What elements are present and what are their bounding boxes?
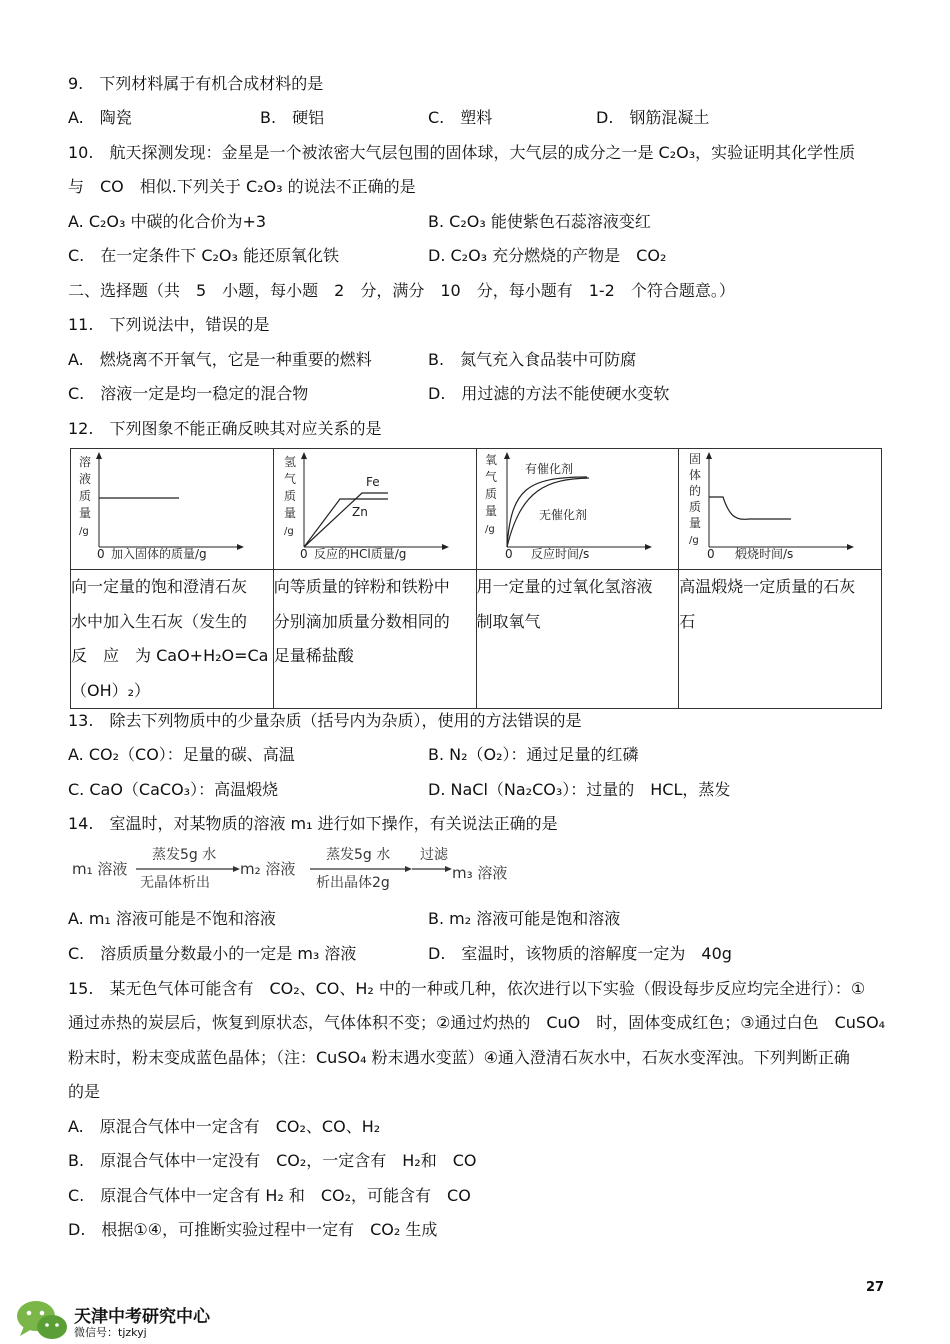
graph-2 xyxy=(274,449,476,565)
q14-process-diagram xyxy=(70,842,530,894)
q15-option-d: D. 根据①④，可推断实验过程中一定有 CO₂ 生成 xyxy=(68,1220,438,1239)
g4-x-arrow xyxy=(847,544,854,550)
g1-desc-line: 向一定量的饱和澄清石灰 xyxy=(71,577,248,596)
q9-stem: 9. 下列材料属于有机合成材料的是 xyxy=(68,74,324,93)
diagram-arrowhead-2 xyxy=(405,866,412,872)
g2-origin: 0 xyxy=(299,547,308,561)
graph-1 xyxy=(71,449,273,565)
g3-xlabel: 反应时间/s xyxy=(530,547,589,561)
q15-option-b: B. 原混合气体中一定没有 CO₂，一定含有 H₂和 CO xyxy=(68,1151,477,1170)
g3-ylabel-4: /g xyxy=(484,524,495,535)
g2-desc-line: 分别滴加质量分数相同的 xyxy=(273,611,450,631)
g1-ylabel-4: /g xyxy=(79,526,89,537)
wechat-logo-icon xyxy=(14,1298,70,1342)
g4-ylabel-0: 固 xyxy=(689,452,702,466)
diagram-step2-top: 蒸发5g 水 xyxy=(326,847,391,863)
g2-ylabel-3: 量 xyxy=(283,506,296,520)
g2-x-arrow xyxy=(442,544,449,550)
diagram-m3: m₃ 溶液 xyxy=(452,864,508,882)
graph-3-cell xyxy=(476,449,679,570)
g1-xlabel: 加入固体的质量/g xyxy=(111,547,207,561)
graph-2-cell xyxy=(273,449,476,570)
q15-option-a: A. 原混合气体中一定含有 CO₂、CO、H₂ xyxy=(68,1117,381,1136)
q11-option-d: D. 用过滤的方法不能使硬水变软 xyxy=(428,384,670,403)
g1-ylabel-1: 液 xyxy=(79,472,92,486)
diagram-m2: m₂ 溶液 xyxy=(240,860,296,878)
q10-option-a: A. C₂O₃ 中碳的化合价为+3 xyxy=(68,212,267,231)
graph-4-description xyxy=(679,570,882,709)
g2-desc-line: 向等质量的锌粉和铁粉中 xyxy=(273,577,450,596)
q14-option-a: A. m₁ 溶液可能是不饱和溶液 xyxy=(68,909,276,928)
q11-option-c: C. 溶液一定是均一稳定的混合物 xyxy=(68,384,309,403)
q10-stem-line2: 与 CO 相似.下列关于 C₂O₃ 的说法不正确的是 xyxy=(68,177,416,196)
g1-ylabel-0: 溶 xyxy=(79,455,92,469)
diagram-m1: m₁ 溶液 xyxy=(72,860,128,878)
q11-option-a: A. 燃烧离不开氧气，它是一种重要的燃料 xyxy=(68,350,372,369)
q10-option-b: B. C₂O₃ 能使紫色石蕊溶液变红 xyxy=(428,212,651,231)
g4-xlabel: 煅烧时间/s xyxy=(735,547,794,561)
g3-ylabel-0: 氧 xyxy=(484,453,497,467)
g3-x-arrow xyxy=(645,544,652,550)
q12-graph-table xyxy=(70,448,882,709)
footer-brand: 天津中考研究中心 xyxy=(74,1307,210,1327)
g3-desc-line: 制取氧气 xyxy=(476,611,541,631)
graph-4 xyxy=(679,449,881,565)
q14-option-c: C. 溶质质量分数最小的一定是 m₃ 溶液 xyxy=(68,944,357,963)
q10-option-c: C. 在一定条件下 C₂O₃ 能还原氧化铁 xyxy=(68,246,340,265)
q15-stem-line4: 的是 xyxy=(68,1082,101,1101)
g3-catalyst-label: 有催化剂 xyxy=(524,462,573,476)
g4-desc-line: 石 xyxy=(679,611,696,631)
g1-desc-line: 反 应 为 CaO+H₂O=Ca xyxy=(71,646,269,665)
g3-desc-line: 用一定量的过氧化氢溶液 xyxy=(476,577,653,596)
g2-y-arrow xyxy=(301,452,307,459)
g2-ylabel-2: 质 xyxy=(283,489,296,503)
g2-xlabel: 反应的HCl质量/g xyxy=(313,547,407,561)
q10-option-d: D. C₂O₃ 充分燃烧的产物是 CO₂ xyxy=(428,246,667,265)
q15-option-c: C. 原混合气体中一定含有 H₂ 和 CO₂，可能含有 CO xyxy=(68,1186,471,1205)
diagram-arrowhead-1 xyxy=(233,866,240,872)
g2-zn-line xyxy=(304,499,388,547)
q14-stem: 14. 室温时，对某物质的溶液 m₁ 进行如下操作，有关说法正确的是 xyxy=(68,814,558,833)
q9-option-d: D. 钢筋混凝土 xyxy=(596,108,710,127)
q13-option-b: B. N₂（O₂）：通过足量的红磷 xyxy=(428,745,639,764)
g2-fe-label: Fe xyxy=(365,475,380,489)
g1-y-arrow xyxy=(96,452,102,459)
q11-stem: 11. 下列说法中，错误的是 xyxy=(68,315,270,334)
diagram-step3-top: 过滤 xyxy=(420,847,448,863)
diagram-step1-bottom: 无晶体析出 xyxy=(140,875,210,891)
g2-desc-line: 足量稀盐酸 xyxy=(273,646,354,665)
g3-ylabel-2: 质 xyxy=(484,487,497,501)
graph-3 xyxy=(477,449,679,565)
footer-wechat-id: 微信号：tjzkyj xyxy=(74,1326,147,1339)
g4-ylabel-3: 质 xyxy=(689,500,702,514)
section-heading: 二、选择题（共 5 小题，每小题 2 分，满分 10 分，每小题有 1-2 个符合题意。） xyxy=(68,281,735,300)
g3-y-arrow xyxy=(504,452,510,459)
graph-1-cell xyxy=(71,449,274,570)
g2-ylabel-4: /g xyxy=(283,526,294,537)
g4-desc-line: 高温煅烧一定质量的石灰 xyxy=(679,577,856,596)
q10-stem-line1: 10. 航天探测发现：金星是一个被浓密大气层包围的固体球，大气层的成分之一是 C₂O₃，实验证明其化学性质 xyxy=(68,143,856,162)
g3-no-catalyst-label: 无催化剂 xyxy=(538,508,587,522)
g4-ylabel-5: /g xyxy=(689,535,699,546)
q13-option-a: A. CO₂（CO）：足量的碳、高温 xyxy=(68,745,295,764)
g3-ylabel-1: 气 xyxy=(484,470,497,484)
q9-option-c: C. 塑料 xyxy=(428,108,493,127)
q13-option-c: C. CaO（CaCO₃）：高温煅烧 xyxy=(68,780,279,799)
g1-x-arrow xyxy=(237,544,244,550)
g2-ylabel-0: 氢 xyxy=(283,455,296,469)
g4-origin: 0 xyxy=(707,547,715,561)
page-number: 27 xyxy=(866,1280,885,1295)
g1-ylabel-3: 量 xyxy=(79,506,92,520)
g2-fe-line xyxy=(304,493,388,547)
graph-3-description xyxy=(476,570,679,709)
g2-ylabel-1: 气 xyxy=(283,472,296,486)
diagram-step1-top: 蒸发5g 水 xyxy=(152,847,217,863)
q13-option-d: D. NaCl（Na₂CO₃）：过量的 HCL，蒸发 xyxy=(428,780,731,799)
q9-option-a: A. 陶瓷 xyxy=(68,108,132,127)
q11-option-b: B. 氮气充入食品装中可防腐 xyxy=(428,350,637,369)
g4-ylabel-2: 的 xyxy=(689,484,702,498)
q9-option-b: B. 硬铝 xyxy=(260,108,325,127)
graph-2-description xyxy=(273,570,476,709)
graph-4-cell xyxy=(679,449,882,570)
g2-zn-label: Zn xyxy=(351,505,368,519)
q14-option-d: D. 室温时，该物质的溶解度一定为 40g xyxy=(428,944,732,963)
diagram-arrowhead-3 xyxy=(445,866,452,872)
g3-ylabel-3: 量 xyxy=(484,504,497,518)
g1-desc-line: （OH）₂） xyxy=(71,680,151,700)
g4-curve xyxy=(709,497,791,519)
g4-ylabel-4: 量 xyxy=(689,516,702,530)
g4-y-arrow xyxy=(706,452,712,459)
graph-1-description xyxy=(71,570,274,709)
q15-stem-line1: 15. 某无色气体可能含有 CO₂、CO、H₂ 中的一种或几种，依次进行以下实验（假设每步反应均完全进行）：① xyxy=(68,979,866,998)
g1-desc-line: 水中加入生石灰（发生的 xyxy=(71,611,248,631)
diagram-step2-bottom: 析出晶体2g xyxy=(316,875,390,891)
g4-ylabel-1: 体 xyxy=(689,468,702,482)
q15-stem-line3: 粉末时，粉末变成蓝色晶体；（注：CuSO₄ 粉末遇水变蓝）④通入澄清石灰水中，石灰水变浑浊。下列判断正确 xyxy=(68,1048,850,1067)
q12-stem: 12. 下列图象不能正确反映其对应关系的是 xyxy=(68,419,382,438)
g1-origin: 0 xyxy=(97,547,105,561)
q15-stem-line2: 通过赤热的炭层后，恢复到原状态，气体体积不变；②通过灼热的 CuO 时，固体变成红色；③通过白色 CuSO₄ xyxy=(68,1013,886,1032)
g1-ylabel-2: 质 xyxy=(79,489,92,503)
q13-stem: 13. 除去下列物质中的少量杂质（括号内为杂质），使用的方法错误的是 xyxy=(68,711,582,730)
g3-origin: 0 xyxy=(504,547,513,561)
q14-option-b: B. m₂ 溶液可能是饱和溶液 xyxy=(428,909,621,928)
